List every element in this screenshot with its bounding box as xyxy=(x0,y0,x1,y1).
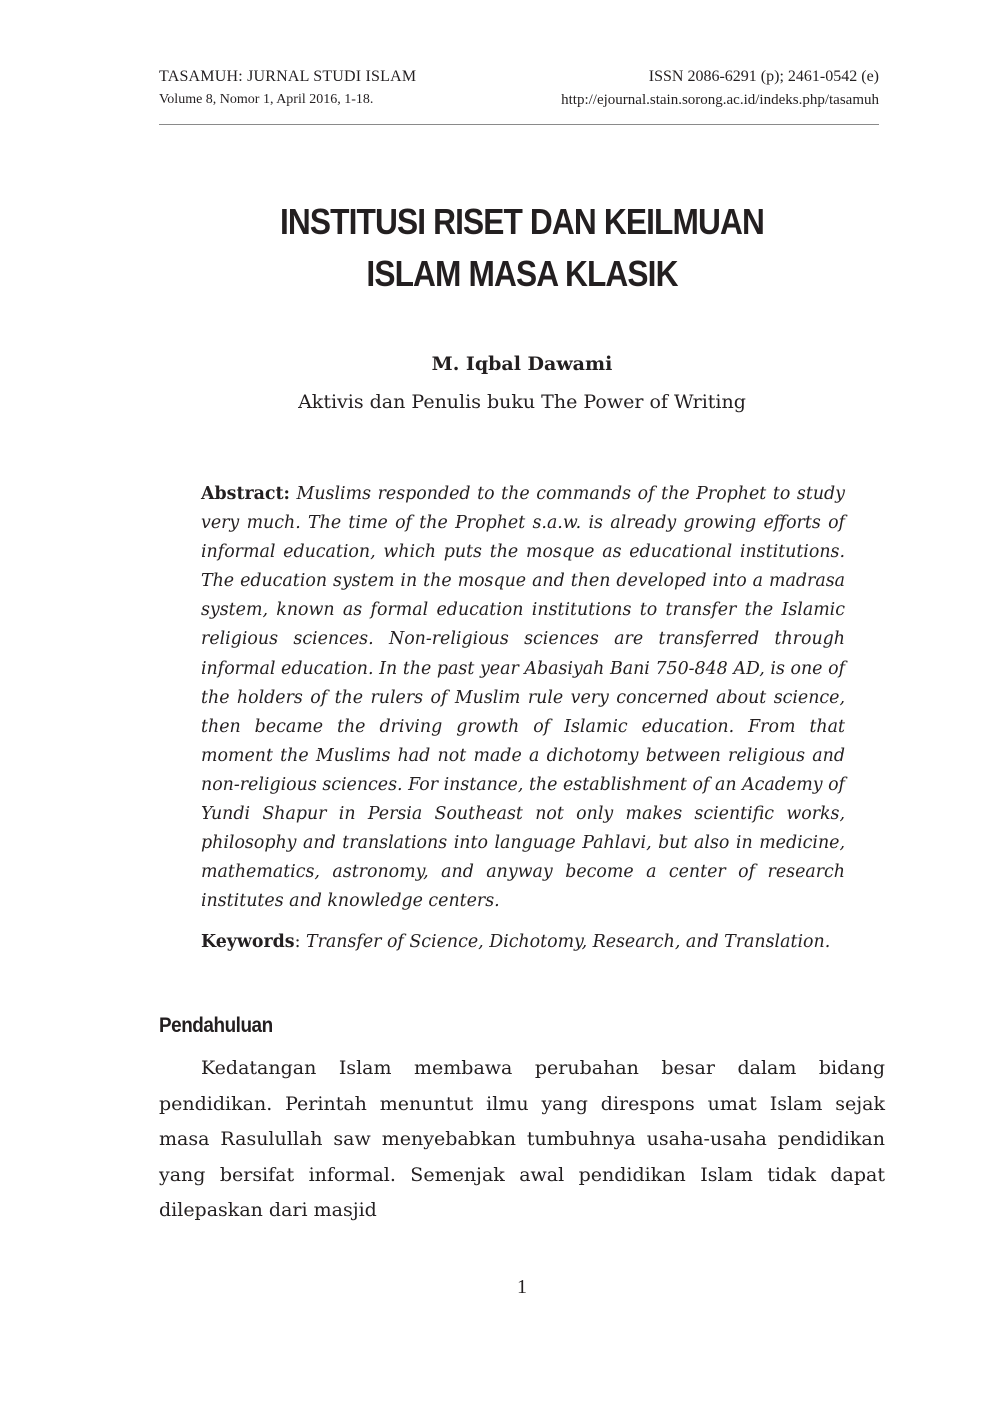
volume-info: Volume 8, Nomor 1, April 2016, 1-18. xyxy=(159,92,374,107)
issn: ISSN 2086-6291 (p); 2461-0542 (e) xyxy=(648,68,879,85)
keywords-text: Transfer of Science, Dichotomy, Research, and Translation. xyxy=(305,932,831,952)
keywords xyxy=(201,928,861,957)
journal-name: TASAMUH: JURNAL STUDI ISLAM xyxy=(159,68,417,85)
article-title-line-1: INSTITUSI RISET DAN KEILMUAN xyxy=(279,201,764,242)
article-title xyxy=(203,196,842,300)
keywords-label: Keywords xyxy=(201,932,295,952)
abstract-text: Muslims responded to the commands of the Prophet to study very much. The time of the Prophet s.a.w. is already growing efforts of informal education, which puts the mosque as educational institutions. The education system in the mosque and then developed into a madrasa system, known as formal education institutions to transfer the Islamic religious sciences. Non-religious sciences are transferred through informal education. In the past year Abasiyah Bani 750-848 AD, is one of the holders of the rulers of Muslim rule very concerned about science, then became the driving growth of Islamic education. From that moment the Muslims had not made a dichotomy between religious and non-religious sciences. For instance, the establishment of an Academy of Yundi Shapur in Persia Southeast not only makes scientific works, philosophy and translations into language Pahlavi, but also in medicine, mathematics, astronomy, and anyway become a center of research institutes and knowledge centers. xyxy=(201,484,845,912)
article-title-line-2: ISLAM MASA KLASIK xyxy=(366,253,678,294)
body-paragraph: Kedatangan Islam membawa perubahan besar dalam bidang pendidikan. Perintah menuntut ilmu yang direspons umat Islam sejak masa Rasulullah saw menyebabkan tumbuhnya usaha-usaha pendidikan yang bersifat informal. Semenjak awal pendidikan Islam tidak dapat dilepaskan dari masjid xyxy=(159,1057,885,1222)
author-affiliation: Aktivis dan Penulis buku The Power of Writing xyxy=(298,391,746,413)
page-header xyxy=(159,66,879,125)
page-number: 1 xyxy=(517,1276,527,1298)
section-heading: Pendahuluan xyxy=(159,1014,273,1037)
keywords-separator: : xyxy=(294,932,306,952)
author-name: M. Iqbal Dawami xyxy=(431,353,613,375)
journal-url[interactable]: http://ejournal.stain.sorong.ac.id/indeks.php/tasamuh xyxy=(561,92,879,108)
abstract-label: Abstract: xyxy=(201,484,290,504)
abstract xyxy=(201,480,845,916)
